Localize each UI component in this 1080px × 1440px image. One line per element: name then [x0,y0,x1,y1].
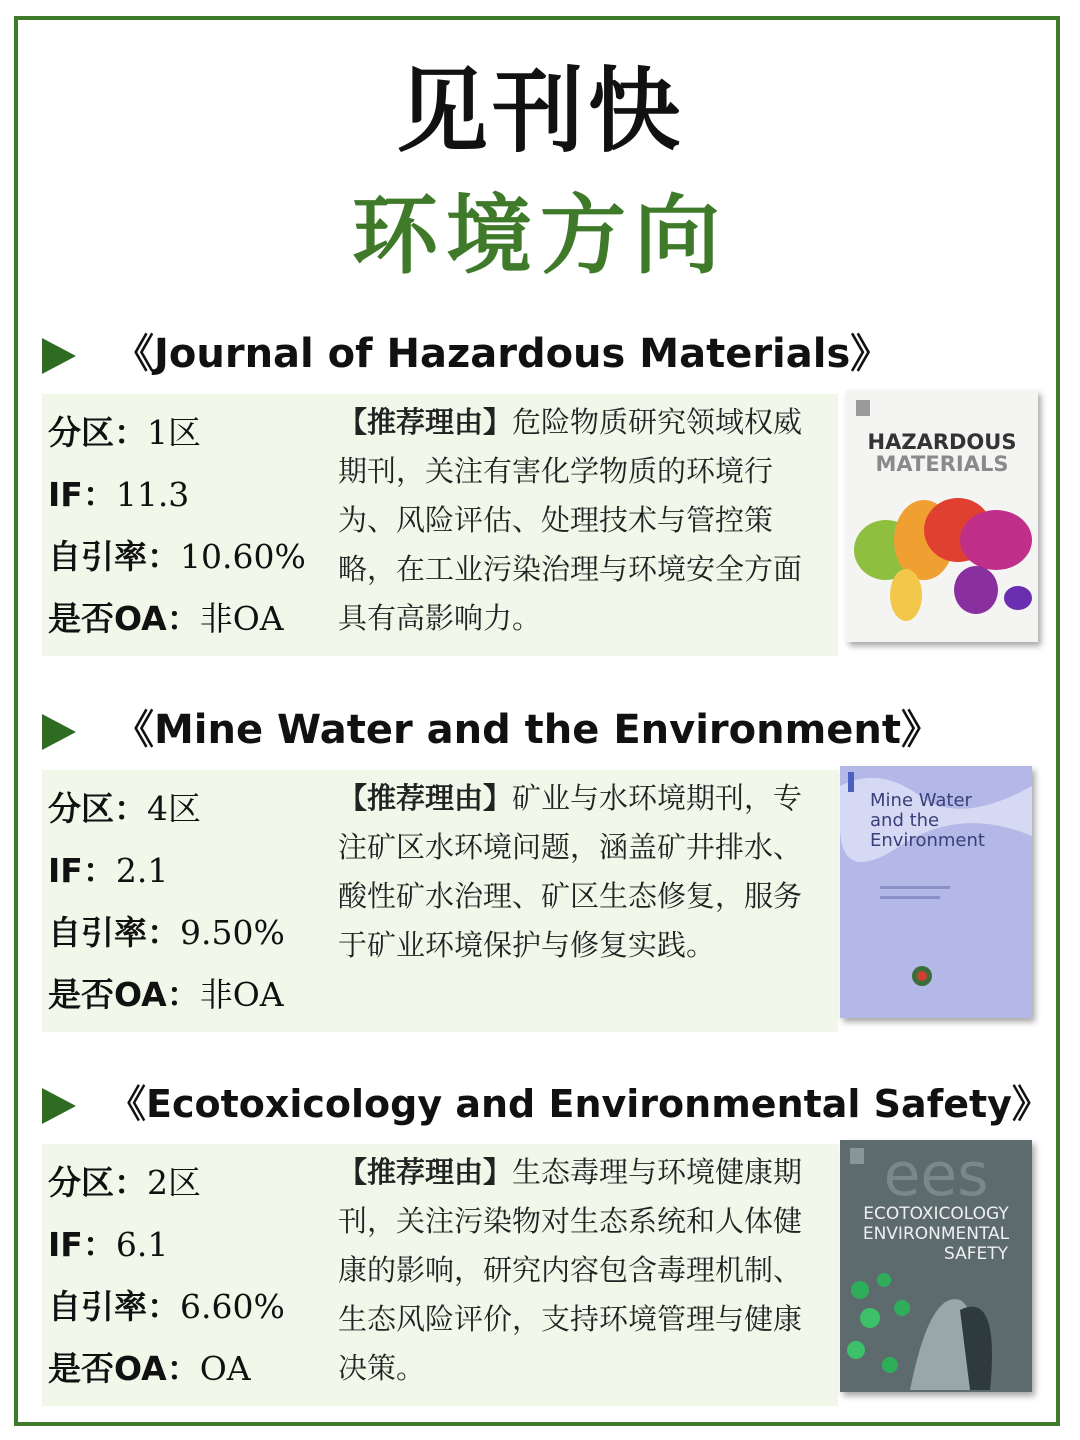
oa-value: OA [199,1349,251,1388]
zone-row [48,1152,338,1214]
zone-value: 2区 [147,1163,201,1202]
recommend-reason [338,1148,808,1393]
zone-row [48,402,338,464]
play-arrow-icon [42,1088,76,1124]
journal-name: 《Mine Water and the Environment》 [114,707,941,753]
oa-label: 是否OA： [48,599,200,638]
if-label: IF： [48,475,116,514]
if-value: 2.1 [115,851,169,890]
zone-label: 分区： [48,789,147,828]
oa-row [48,1338,338,1400]
journal-info-panel [42,1144,838,1406]
self-citation-label: 自引率： [48,913,180,952]
reason-text: 生态毒理与环境健康期刊，关注污染物对生态系统和人体健康的影响，研究内容包含毒理机制、生态风险评价，支持环境管理与健康决策。 [338,1155,803,1385]
zone-label: 分区： [48,413,147,452]
oa-row [48,964,338,1026]
if-value: 11.3 [115,475,190,514]
cover-title-line1: Mine Water [870,790,972,811]
if-value: 6.1 [115,1225,169,1264]
recommend-reason [338,398,808,643]
page-subtitle: 环境方向 [352,186,728,286]
cover-title-line1: ECOTOXICOLOGY [863,1204,1009,1224]
self-citation-value: 6.60% [180,1287,285,1326]
cover-watermark: ees [883,1140,989,1210]
if-row [48,464,338,526]
oa-row [48,588,338,650]
if-label: IF： [48,851,116,890]
zone-value: 4区 [147,789,201,828]
journal-info-panel [42,770,838,1032]
journal-header [42,324,1052,384]
cover-title-line2: and the [870,810,940,831]
reason-tag: 【推荐理由】 [338,1155,513,1189]
cover-title-line3: SAFETY [943,1244,1009,1264]
journal-name: 《Ecotoxicology and Environmental Safety》 [108,1082,1050,1126]
play-arrow-icon [42,714,76,750]
reason-tag: 【推荐理由】 [338,405,513,439]
world-map-cover-image [846,390,1038,642]
self-citation-value: 9.50% [180,913,285,952]
reason-tag: 【推荐理由】 [338,781,513,815]
oa-value: 非OA [199,975,284,1014]
cover-title-line2: MATERIALS [875,452,1009,476]
zone-value: 1区 [147,413,201,452]
journal-cover [846,390,1038,642]
zone-row [48,778,338,840]
cover-title-line2: ENVIRONMENTAL [862,1224,1010,1244]
play-arrow-icon [42,338,76,374]
if-label: IF： [48,1225,116,1264]
journal-cover [840,1140,1032,1392]
cover-title-line1: HAZARDOUS [867,430,1017,454]
self-citation-value: 10.60% [180,537,306,576]
if-row [48,840,338,902]
self-citation-row [48,526,338,588]
self-citation-label: 自引率： [48,537,180,576]
recommend-reason [338,774,808,970]
journal-info-panel [42,394,838,656]
journal-cover [840,766,1032,1018]
self-citation-label: 自引率： [48,1287,180,1326]
journal-stats [48,402,338,650]
oa-label: 是否OA： [48,1349,200,1388]
journal-name: 《Journal of Hazardous Materials》 [114,331,891,377]
reason-text: 矿业与水环境期刊，专注矿区水环境问题，涵盖矿井排水、酸性矿水治理、矿区生态修复，服务于矿业环境保护与修复实践。 [338,781,803,962]
zone-label: 分区： [48,1163,147,1202]
cover-title-line3: Environment [870,830,985,851]
self-citation-row [48,1276,338,1338]
page-title: 见刊快 [395,58,684,165]
journal-header [42,700,1052,760]
if-row [48,1214,338,1276]
self-citation-row [48,902,338,964]
oa-label: 是否OA： [48,975,200,1014]
journal-header [42,1074,1052,1134]
journal-stats [48,1152,338,1400]
journal-stats [48,778,338,1026]
reason-text: 危险物质研究领域权威期刊，关注有害化学物质的环境行为、风险评估、处理技术与管控策略，在工业污染治理与环境安全方面具有高影响力。 [338,405,803,635]
oa-value: 非OA [199,599,284,638]
